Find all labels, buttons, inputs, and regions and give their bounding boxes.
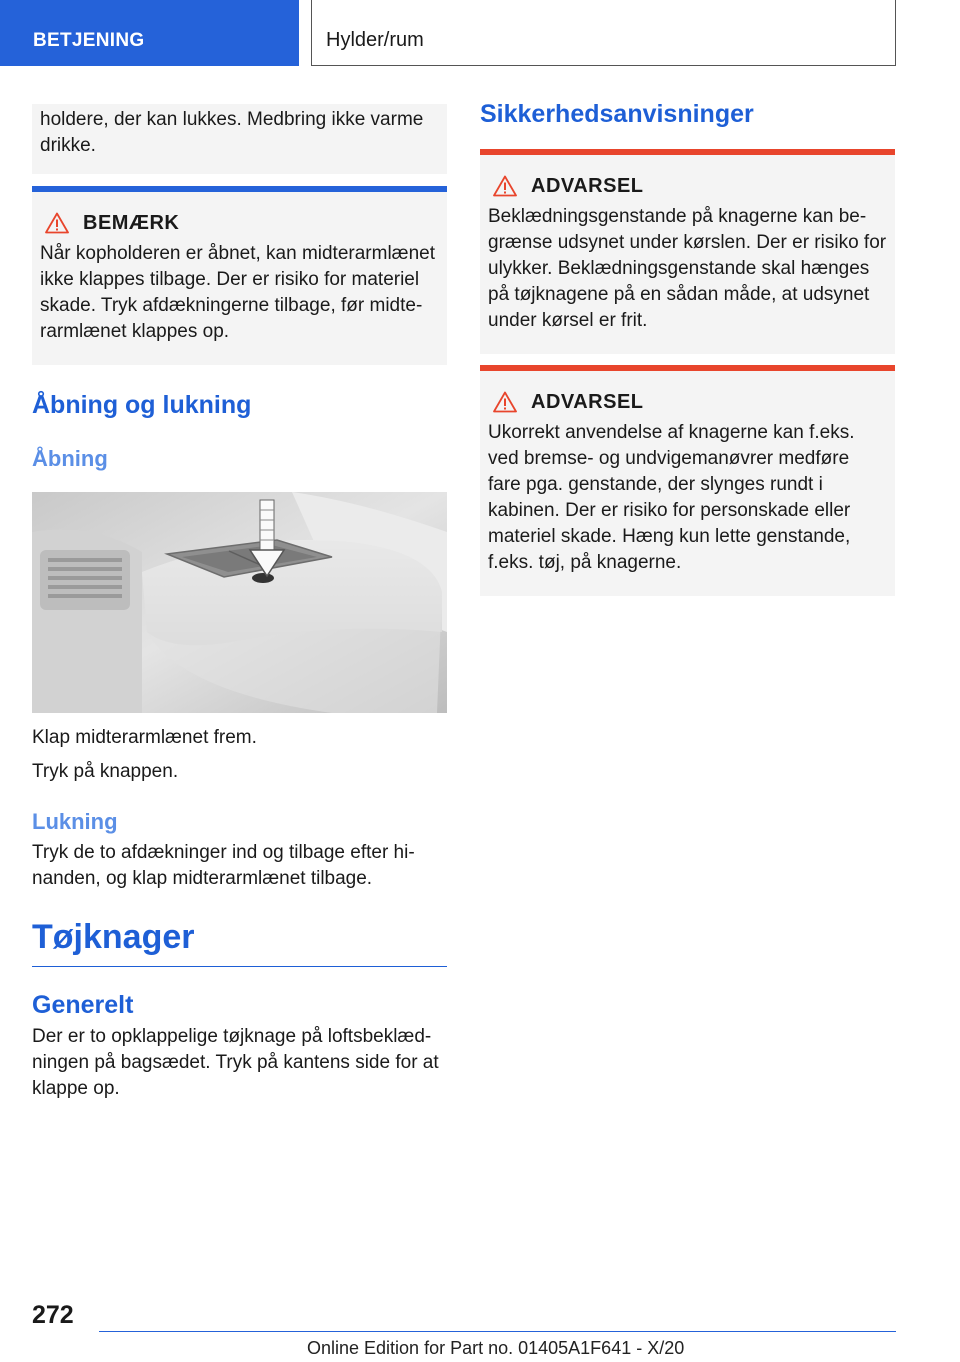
left-column — [32, 104, 447, 1102]
notice-text: Når kopholderen er åbnet, kan midterarmlænet ikke klappes tilbage. Der er risiko for materiel skade. Tryk afdækningerne tilbage, før midterarmlænet klappes op. — [40, 243, 435, 342]
section-title: BETJENING — [33, 30, 145, 51]
step-2: Tryk på knappen. — [32, 761, 179, 782]
open-close-heading: Åbning og lukning — [32, 391, 252, 419]
warning-1-label: ADVARSEL — [531, 175, 644, 197]
armrest-illustration — [32, 492, 447, 713]
chapter-title: Hylder/rum — [326, 29, 424, 51]
general-heading: Generelt — [32, 991, 134, 1019]
edition-text: Online Edition for Part no. 01405A1F641 - X/20 — [307, 1338, 685, 1358]
warning-box-1 — [480, 149, 895, 354]
section-tab — [0, 0, 299, 66]
warning-1-text: Beklædningsgenstande på knagerne kan begrænse udsynet under kørslen. Der er risiko for ulykker. Beklædningsgenstande skal hænges på tøjknagene på en sådan måde, at udsynet under kørsel er frit. — [488, 206, 887, 331]
continued-info-box — [32, 104, 447, 174]
warning-box-2 — [480, 365, 895, 596]
close-heading: Lukning — [32, 809, 118, 834]
open-heading: Åbning — [32, 446, 108, 471]
notice-label: BEMÆRK — [83, 212, 180, 234]
warning-triangle-icon — [493, 391, 517, 413]
notice-header — [40, 210, 439, 236]
footer-rule — [99, 1331, 896, 1332]
step-1: Klap midterarmlænet frem. — [32, 727, 257, 748]
warning-1-header — [488, 173, 887, 199]
warning-triangle-icon — [493, 175, 517, 197]
continued-text: holdere, der kan lukkes. Medbring ikke varme drikke. — [40, 109, 424, 156]
warning-2-text: Ukorrekt anvendelse af knagerne kan f.eks. ved bremse- og undvigemanøvrer medføre fare pga. genstande, der slynges rundt i kabinen. Der er risiko for personskade eller materiel skade. Hæng kun lette genstande, f.eks. tøj, på knagerne. — [488, 422, 855, 573]
page-number: 272 — [32, 1301, 74, 1329]
notice-box — [32, 186, 447, 365]
coat-hooks-title: Tøjknager — [32, 918, 447, 967]
warning-2-label: ADVARSEL — [531, 391, 644, 413]
safety-heading: Sikkerhedsanvisninger — [480, 100, 754, 128]
warning-2-header — [488, 389, 887, 415]
warning-triangle-icon — [45, 212, 69, 234]
armrest-photo — [32, 492, 447, 713]
close-text: Tryk de to afdækninger ind og tilbage efter hinanden, og klap midterarmlænet tilbage. — [32, 842, 415, 889]
general-text: Der er to opklappelige tøjknage på loftsbeklædningen på bagsædet. Tryk på kantens side for at klappe op. — [32, 1026, 439, 1099]
right-column — [480, 100, 895, 596]
chapter-header — [311, 0, 896, 66]
